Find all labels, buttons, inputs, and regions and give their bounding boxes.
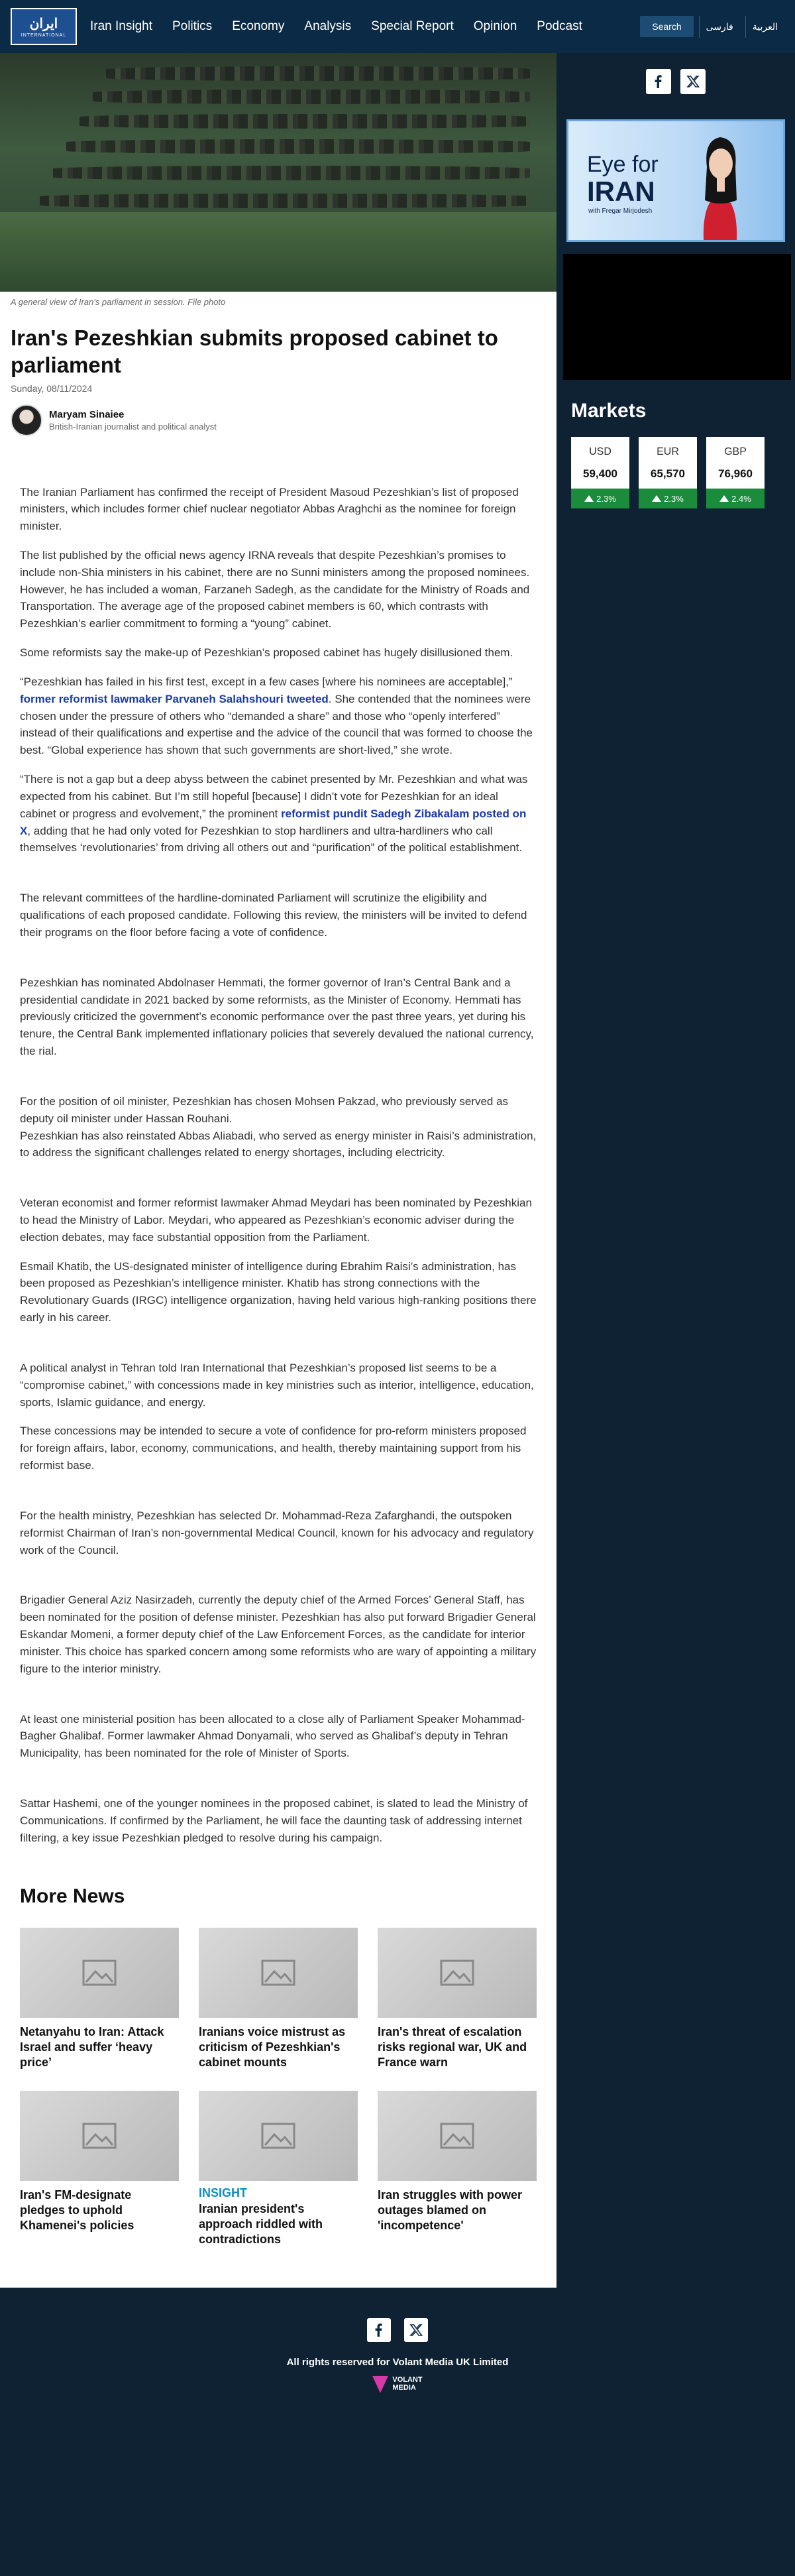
up-arrow-icon	[719, 495, 729, 502]
up-arrow-icon	[584, 495, 594, 502]
facebook-icon[interactable]	[367, 2318, 391, 2342]
news-title[interactable]: Iran's FM-designate pledges to uphold Khamenei's policies	[20, 2188, 134, 2233]
market-code: EUR	[657, 446, 679, 457]
promo-title-line2: IRAN	[587, 176, 655, 207]
article-body	[0, 436, 556, 1872]
chamber-floor	[0, 212, 556, 292]
news-title[interactable]: Iran struggles with power outages blamed on 'incompetence'	[378, 2188, 523, 2233]
news-thumbnail[interactable]	[199, 1928, 358, 2018]
main-nav	[90, 19, 640, 34]
publish-date: Sunday, 08/11/2024	[11, 382, 93, 394]
paragraph: For the health ministry, Pezeshkian has selected Dr. Mohammad-Reza Zafarghandi, the outspoken reformist Chairman of Iran’s non-governmental Medical Council, known for his advocacy and regulatory work of the Council.	[20, 1509, 534, 1556]
volant-brand-line1: VOLANT	[392, 2376, 423, 2384]
paragraph-text: . She contended that the nominees were chosen under the pressure of others who “demanded a share” and those who “openly interfered” instead of their qualifications and expertise and the advice of the council that was formed to choose the best. “Global experience has shown that such governments are short-lived,” she wrote.	[20, 692, 533, 757]
market-change	[639, 489, 697, 508]
site-footer	[0, 2288, 795, 2424]
market-value: 65,570	[651, 467, 685, 480]
market-change	[571, 489, 629, 508]
more-news-section	[0, 1872, 556, 2288]
news-thumbnail[interactable]	[378, 2091, 537, 2181]
news-card[interactable]	[199, 1928, 358, 2071]
news-card[interactable]	[20, 1928, 179, 2071]
article-header	[0, 324, 556, 436]
image-placeholder-icon	[82, 2123, 117, 2149]
language-arabic-link[interactable]: العربية	[745, 16, 784, 38]
paragraph: The list published by the official news agency IRNA reveals that despite Pezeshkian’s promises to include non-Shia ministers in his cabinet, there are no Sunni ministers among the proposed nominees. However, he has included a woman, Farzaneh Sadegh, as the candidate for the Ministry of Roads and Transportation. The average age of the proposed cabinet members is 60, which contrasts with Pezeshkian’s earlier commitment to forming a “young” cabinet.	[20, 548, 530, 630]
news-title[interactable]: Iranian president's approach riddled with contradictions	[199, 2201, 323, 2247]
image-placeholder-icon	[440, 2123, 474, 2149]
paragraph: A political analyst in Tehran told Iran International that Pezeshkian’s proposed list seems to be a “compromise cabinet,” with concessions made in key ministries such as interior, intelligence, education, sports, Islamic guidance, and energy.	[20, 1361, 534, 1409]
copyright-text: All rights reserved for Volant Media UK Limited	[286, 2356, 509, 2368]
paragraph: Veteran economist and former reformist lawmaker Ahmad Meydari has been nominated by Pezeshkian to head the Ministry of Labor. Meydari, who appeared as Pezeshkian’s economic adviser during the election debates, may face substantial opposition from the Parliament.	[20, 1197, 532, 1244]
market-value: 76,960	[718, 467, 753, 480]
news-kicker: INSIGHT	[199, 2186, 248, 2199]
news-card[interactable]	[20, 2091, 179, 2248]
news-title[interactable]: Iran's threat of escalation risks regional war, UK and France warn	[378, 2024, 527, 2070]
promo-title-line1: Eye for	[587, 152, 659, 177]
paragraph: At least one ministerial position has been allocated to a close ally of Parliament Speaker Mohammad-Bagher Ghalibaf. Former lawmaker Ahmad Donyamali, who served as Ghalibaf’s deputy in Tehran Municipality, has been nominated for the role of Minister of Sports.	[20, 1712, 525, 1760]
market-card-eur[interactable]	[639, 437, 697, 508]
paragraph: Pezeshkian has also reinstated Abbas Aliabadi, who served as energy minister in Raisi’s administration, to address the significant challenges related to energy shortages, including electricity.	[20, 1129, 537, 1159]
news-card[interactable]	[378, 1928, 537, 2071]
author-avatar[interactable]	[11, 404, 42, 436]
image-placeholder-icon	[261, 1960, 295, 1986]
paragraph: The relevant committees of the hardline-dominated Parliament will scrutinize the eligibility and qualifications of each proposed candidate. Following this review, the ministers will be invited to defend their programs on the floor before facing a vote of confidence.	[20, 892, 527, 939]
site-logo[interactable]	[11, 8, 77, 45]
nav-item-podcast[interactable]: Podcast	[537, 19, 582, 33]
main-column	[0, 53, 556, 2288]
news-title[interactable]: Iranians voice mistrust as criticism of Pezeshkian's cabinet mounts	[199, 2024, 346, 2070]
markets-widget	[563, 400, 788, 508]
nav-item-economy[interactable]: Economy	[232, 19, 285, 33]
market-card-usd[interactable]	[571, 437, 629, 508]
language-farsi-link[interactable]: فارسی	[699, 16, 740, 38]
paragraph: For the position of oil minister, Pezeshkian has chosen Mohsen Pakzad, who previously served as deputy oil minister under Hassan Rouhani.	[20, 1094, 509, 1125]
eye-for-iran-promo[interactable]	[566, 119, 785, 242]
market-value: 59,400	[583, 467, 617, 480]
paragraph	[20, 771, 537, 856]
market-change-value: 2.3%	[664, 493, 684, 504]
author-name[interactable]: Maryam Sinaiee	[49, 408, 125, 420]
market-change-value: 2.4%	[731, 493, 751, 504]
news-thumbnail[interactable]	[378, 1928, 537, 2018]
promo-host: with Fregar Mirjodesh	[588, 207, 653, 215]
zibakalam-post-link[interactable]: reformist pundit Sadegh Zibakalam posted on X	[20, 807, 527, 837]
paragraph-text: “Pezeshkian has failed in his first test, except in a few cases [where his nominees are acceptable],”	[20, 675, 513, 688]
market-card-gbp[interactable]	[706, 437, 765, 508]
paragraph	[20, 673, 537, 759]
image-placeholder-icon	[261, 2123, 295, 2149]
author-role: British-Iranian journalist and political analyst	[49, 421, 217, 432]
article-headline: Iran's Pezeshkian submits proposed cabinet to parliament	[11, 325, 498, 378]
news-card[interactable]	[199, 2091, 358, 2248]
author-block[interactable]	[11, 404, 546, 436]
news-card[interactable]	[378, 2091, 537, 2248]
paragraph: Brigadier General Aziz Nasirzadeh, currently the deputy chief of the Armed Forces’ General Staff, has been nominated for the position of defense minister. Pezeshkian has also put forward Brigadier General Eskandar Momeni, a former deputy chief of the Law Enforcement Forces, as the candidate for interior minister. This choice has sparked concern among some reformists who are wary of appointing a military figure to the interior ministry.	[20, 1594, 537, 1675]
news-thumbnail[interactable]	[20, 1928, 179, 2018]
x-icon[interactable]	[680, 69, 706, 94]
paragraph: Pezeshkian has nominated Abdolnaser Hemmati, the former governor of Iran’s Central Bank and a presidential candidate in 2021 backed by some reformists, as the Minister of Economy. Hemmati has previously criticized the government’s economic performance over the past three years, yet during his tenure, the Central Bank implemented inflationary policies that severely devalued the national currency, the rial.	[20, 976, 534, 1058]
news-thumbnail[interactable]	[199, 2091, 358, 2181]
volant-media-logo[interactable]	[372, 2376, 422, 2393]
paragraph: Some reformists say the make-up of Pezeshkian’s proposed cabinet has hugely disillusioned them.	[20, 646, 513, 660]
up-arrow-icon	[652, 495, 661, 502]
volant-logo-text	[392, 2376, 422, 2392]
header-tools	[640, 16, 784, 38]
search-button[interactable]: Search	[640, 16, 693, 37]
paragraph: Sattar Hashemi, one of the younger nominees in the proposed cabinet, is slated to lead the Ministry of Communications. If confirmed by the Parliament, he will face the daunting task of addressing internet filtering, a key issue Pezeshkian pledged to resolve during his campaign.	[20, 1797, 528, 1844]
paragraph: The Iranian Parliament has confirmed the receipt of President Masoud Pezeshkian’s list of proposed ministers, which includes former chief nuclear negotiator Abbas Araghchi as the nominee for foreign minister.	[20, 485, 519, 533]
sidebar	[556, 53, 795, 2288]
logo-sub-text: INTERNATIONAL	[21, 33, 67, 38]
paragraph: Esmail Khatib, the US-designated minister of intelligence during Ebrahim Raisi’s administration, has been proposed as Pezeshkian’s intelligence minister. Khatib has strong connections with the Revolutionary Guards (IRGC) intelligence organization, having held various high-ranking positions there early in his career.	[20, 1259, 537, 1324]
presenter-illustration	[684, 127, 757, 240]
nav-item-special-report[interactable]: Special Report	[371, 19, 454, 33]
salahshouri-tweet-link[interactable]: former reformist lawmaker Parvaneh Salahshouri tweeted	[20, 692, 329, 705]
site-header	[0, 0, 795, 53]
footer-social	[367, 2318, 428, 2342]
hero-caption: A general view of Iran's parliament in session. File photo	[11, 297, 226, 307]
paragraph-text: “There is not a gap but a deep abyss between the cabinet presented by Mr. Pezeshkian and what was expected from his cabinet. But I’m still hopeful [because] I didn’t vote for Pezeshkian for an ideal cabinet or progress and evolvement,” the prominent	[20, 773, 528, 820]
nav-item-analysis[interactable]: Analysis	[304, 19, 352, 33]
news-title[interactable]: Netanyahu to Iran: Attack Israel and suffer ‘heavy price’	[20, 2024, 164, 2070]
image-placeholder-icon	[440, 1960, 474, 1986]
nav-item-opinion[interactable]: Opinion	[473, 19, 517, 33]
image-placeholder-icon	[82, 1960, 117, 1986]
video-player[interactable]	[563, 254, 791, 380]
volant-brand-line2: MEDIA	[392, 2383, 416, 2392]
market-cards	[571, 437, 780, 508]
facebook-icon[interactable]	[646, 69, 671, 94]
hero-image	[0, 53, 556, 292]
market-code: GBP	[724, 446, 747, 457]
x-icon[interactable]	[404, 2318, 428, 2342]
more-news-grid	[20, 1928, 537, 2248]
page-layout	[0, 53, 795, 2288]
nav-item-politics[interactable]: Politics	[172, 19, 213, 33]
market-change	[706, 489, 765, 508]
more-news-title: More News	[20, 1885, 125, 1907]
market-change-value: 2.3%	[596, 493, 616, 504]
logo-main-text: ايران	[29, 17, 58, 31]
volant-logo-icon	[372, 2376, 388, 2393]
paragraph-text: , adding that he had only voted for Pezeshkian to stop hardliners and ultra-hardliners who call themselves ‘revolutionaries’ from driving all others out and “purification” of the political establishment.	[20, 824, 523, 854]
sidebar-social	[563, 62, 788, 94]
markets-title: Markets	[571, 400, 647, 422]
market-code: USD	[589, 446, 611, 457]
nav-item-iran-insight[interactable]: Iran Insight	[90, 19, 152, 33]
paragraph: These concessions may be intended to secure a vote of confidence for pro-reform ministers proposed for foreign affairs, labor, economy, communications, and health, thereby maintaining support from his reformist base.	[20, 1425, 527, 1472]
news-thumbnail[interactable]	[20, 2091, 179, 2181]
